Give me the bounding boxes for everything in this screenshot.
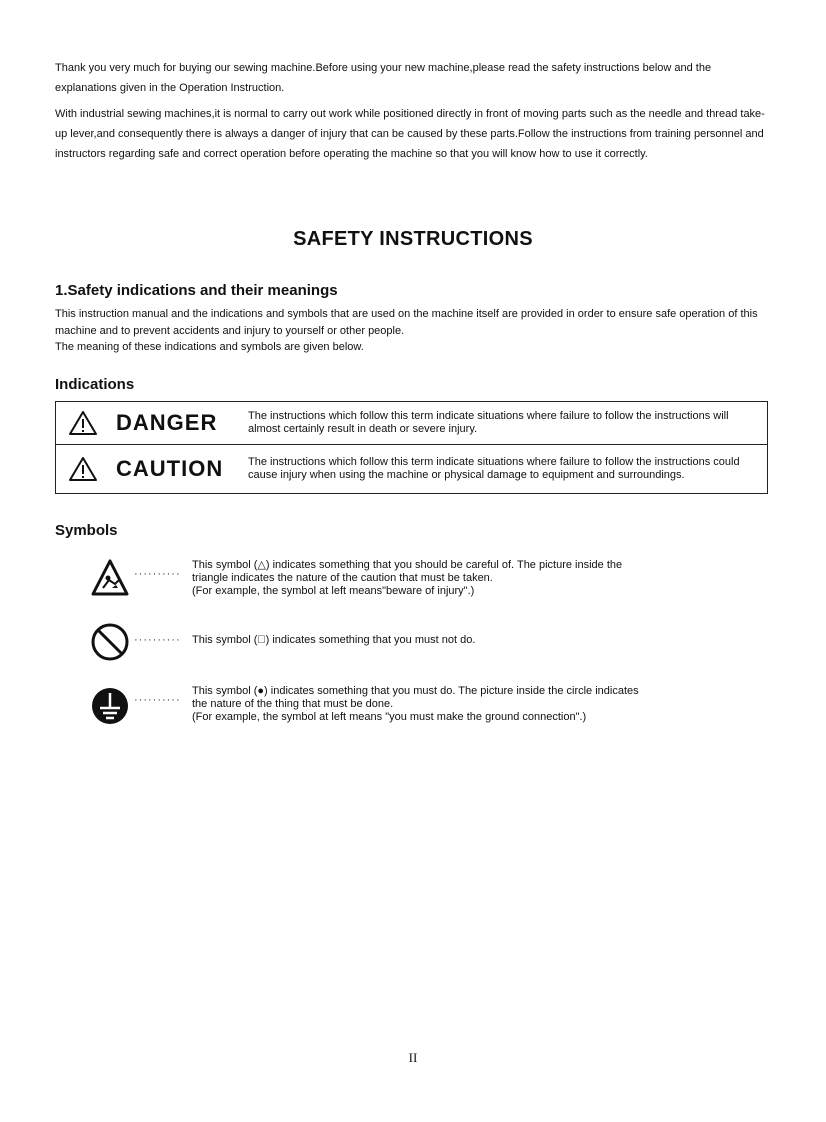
indication-term [68,402,217,444]
symbol-description-line: This symbol (⃠) indicates something that you must not do. [192,634,476,646]
prohibition-circle-icon [90,622,130,662]
indications-table [55,401,768,494]
symbol-description [192,685,752,724]
caution-description: The instructions which follow this term indicate situations where failure to follow the instructions could cause injury when using the machine or physical damage to equipment and surroundings. [248,456,740,481]
symbol-row-mandatory [90,684,770,728]
symbol-description-line: the nature of the thing that must be done. [192,698,394,710]
warning-triangle-icon [68,410,98,436]
symbol-description-line: (For example, the symbol at left means "you must make the ground connection".) [192,711,587,723]
beware-of-injury-triangle-icon [90,558,130,598]
symbol-row-prohibition [90,622,770,662]
symbol-row-caution [90,558,770,602]
ground-connection-icon [90,686,130,726]
symbol-description-line: (For example, the symbol at left means"beware of injury".) [192,585,475,597]
leader-dots: ·········· [134,568,181,580]
intro-text-1: Thank you very much for buying our sewing machine.Before using your new machine,please read the safety instructions below and the explanations given in the Operation Instruction. [55,62,712,94]
section-body-line-2: The meaning of these indications and symbols are given below. [55,341,364,353]
intro-paragraph-2 [55,104,770,168]
symbol-description-line: This symbol (●) indicates something that you must do. The picture inside the circle indicates [192,685,639,697]
indication-row-danger [56,402,767,445]
leader-dots: ·········· [134,694,181,706]
danger-description: The instructions which follow this term indicate situations where failure to follow the instructions will almost certainly result in death or severe injury. [248,410,729,435]
caution-label: CAUTION [116,456,224,481]
section-body-line-1: This instruction manual and the indications and symbols that are used on the machine itself are provided in order to ensure safe operation of this machine and to prevent accidents and injury to yourself or other people. [55,308,758,337]
danger-label: DANGER [116,410,218,435]
warning-triangle-icon [68,456,98,482]
leader-dots: ·········· [134,634,181,646]
intro-paragraph-1 [55,58,770,102]
symbols-heading: Symbols [55,522,118,539]
symbol-description [192,634,752,647]
symbol-description-line: triangle indicates the nature of the caution that must be taken. [192,572,493,584]
section-heading-safety-indications: 1.Safety indications and their meanings [55,282,338,299]
section-body [55,306,770,356]
symbol-description [192,559,752,598]
indication-row-caution [56,444,767,494]
indications-heading: Indications [55,376,135,393]
intro-text-2: With industrial sewing machines,it is normal to carry out work while positioned directly in front of moving parts such as the needle and thread take-up lever,and consequently there is always a danger of injury that can be caused by these parts.Follow the instructions from training personnel and instructors regarding safe and correct operation before operating the machine so that you will know how to use it correctly. [55,108,765,160]
page-title: SAFETY INSTRUCTIONS [293,228,533,250]
page-number: II [408,1050,418,1065]
indication-term [68,444,223,494]
symbol-description-line: This symbol (△) indicates something that you should be careful of. The picture inside the [192,559,623,571]
